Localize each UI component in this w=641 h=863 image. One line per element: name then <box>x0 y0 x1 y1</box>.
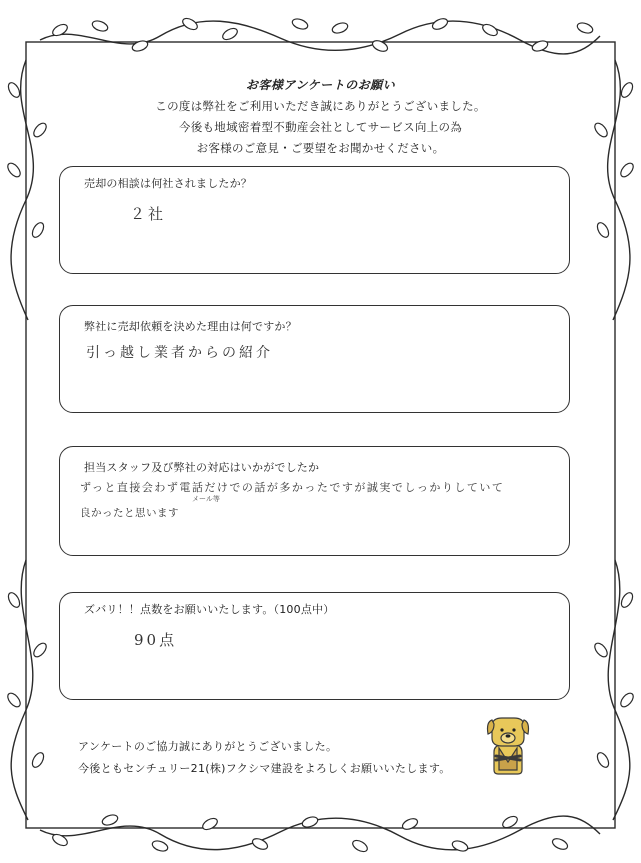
question-label-3: 担当スタッフ及び弊社の対応はいかがでしたか <box>84 461 320 474</box>
answer-1: ２社 <box>130 205 167 223</box>
thanks-line-1: アンケートのご協力誠にありがとうございました。 <box>78 740 338 753</box>
dog-mascot-icon <box>482 712 534 776</box>
answer-3-line-2: 良かったと思います <box>80 507 179 519</box>
thanks-line-2: 今後ともセンチュリー21(株)フクシマ建設をよろしくお願いいたします。 <box>78 762 451 775</box>
question-box-1 <box>59 166 570 274</box>
question-box-3 <box>59 446 570 556</box>
page-title: お客様アンケートのお願い <box>245 78 396 92</box>
intro-line-1: この度は弊社をご利用いただき誠にありがとうございました。 <box>155 99 486 113</box>
intro-line-3: お客様のご意見・ご要望をお聞かせください。 <box>196 141 445 155</box>
answer-4: 90点 <box>134 631 178 649</box>
question-label-4: ズバリ！！点数をお願いいたします。（100点中） <box>84 603 335 616</box>
question-box-4 <box>59 592 570 700</box>
intro-line-2: 今後も地域密着型不動産会社としてサービス向上の為 <box>178 120 463 134</box>
answer-3-line-1: ずっと直接会わず電話だけでの話が多かったですが誠実でしっかりしていて <box>80 481 505 494</box>
answer-2: 引っ越し業者からの紹介 <box>86 345 273 361</box>
question-label-2: 弊社に売却依頼を決めた理由は何ですか？ <box>84 320 297 333</box>
question-box-2 <box>59 305 570 413</box>
answer-3-note: メール等 <box>192 495 220 503</box>
question-label-1: 売却の相談は何社されましたか？ <box>84 177 252 190</box>
